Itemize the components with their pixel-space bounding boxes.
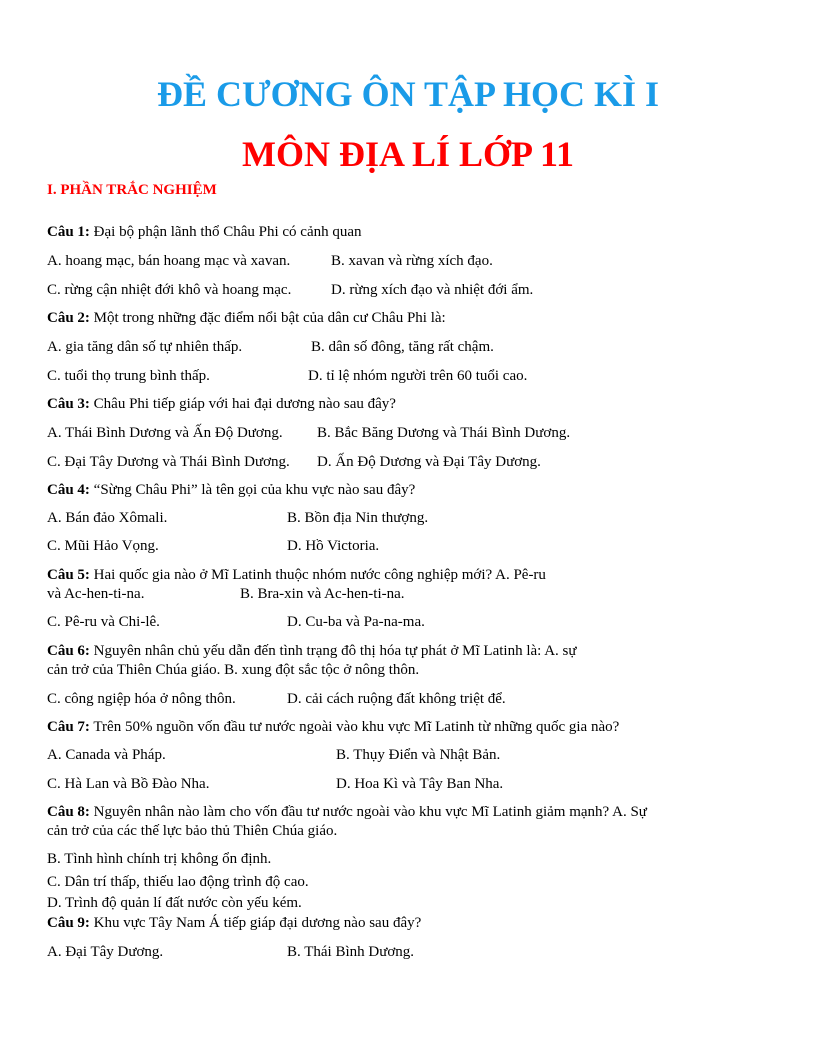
option-c: C. rừng cận nhiệt đới khô và hoang mạc. <box>47 282 292 298</box>
option-d: D. cải cách ruộng đất không triệt để. <box>287 691 506 707</box>
option-a-continued: cản trở của Thiên Chúa giáo. B. xung đột sắc tộc ở nông thôn. <box>47 662 420 678</box>
option-d: D. tỉ lệ nhóm người trên 60 tuổi cao. <box>308 368 528 384</box>
option-c: C. Hà Lan và Bồ Đào Nha. <box>47 776 210 792</box>
option-d: D. Hoa Kì và Tây Ban Nha. <box>336 776 504 792</box>
option-c: C. tuổi thọ trung bình thấp. <box>47 368 210 384</box>
option-c: C. Pê-ru và Chi-lê. <box>47 614 160 630</box>
option-d: D. rừng xích đạo và nhiệt đới ẩm. <box>331 282 534 298</box>
question-text: Nguyên nhân nào làm cho vốn đầu tư nước ngoài vào khu vực Mĩ Latinh giảm mạnh? A. Sự <box>89 804 647 820</box>
question-label: Câu 7: <box>47 719 90 735</box>
option-b: B. xavan và rừng xích đạo. <box>331 253 493 269</box>
question-text: “Sừng Châu Phi” là tên gọi của khu vực nào sau đây? <box>89 482 416 498</box>
question-label: Câu 9: <box>47 915 90 931</box>
option-a: A. Thái Bình Dương và Ấn Độ Dương. <box>47 425 283 441</box>
question-text: Hai quốc gia nào ở Mĩ Latinh thuộc nhóm nước công nghiệp mới? A. Pê-ru <box>89 567 546 583</box>
question-4 <box>47 480 415 500</box>
option-b: B. Bắc Băng Dương và Thái Bình Dương. <box>317 425 571 441</box>
question-text: Một trong những đặc điểm nổi bật của dân cư Châu Phi là: <box>89 310 446 326</box>
option-b: B. Thụy Điển và Nhật Bản. <box>336 747 501 763</box>
question-text: Nguyên nhân chủ yếu dẫn đến tình trạng đô thị hóa tự phát ở Mĩ Latinh là: A. sự <box>89 643 577 659</box>
option-d: D. Cu-ba và Pa-na-ma. <box>287 614 425 630</box>
question-8-option-b: B. Tình hình chính trị không ổn định. <box>47 851 272 867</box>
option-a: A. Đại Tây Dương. <box>47 944 164 960</box>
question-8 <box>47 802 647 822</box>
question-label: Câu 3: <box>47 396 90 412</box>
question-text: Trên 50% nguồn vốn đầu tư nước ngoài vào khu vực Mĩ Latinh từ những quốc gia nào? <box>89 719 620 735</box>
option-a: A. Bán đảo Xômali. <box>47 510 168 526</box>
question-8-option-d: D. Trình độ quản lí đất nước còn yếu kém. <box>47 895 302 911</box>
option-b: B. Bra-xin và Ac-hen-ti-na. <box>240 586 405 602</box>
question-label: Câu 8: <box>47 804 90 820</box>
option-a: A. Canada và Pháp. <box>47 747 166 763</box>
option-b: B. Bồn địa Nin thượng. <box>287 510 429 526</box>
question-2 <box>47 308 446 328</box>
question-text: Đại bộ phận lãnh thổ Châu Phi có cảnh quan <box>89 224 362 240</box>
question-text: Khu vực Tây Nam Á tiếp giáp đại dương nào sau đây? <box>89 915 422 931</box>
section-heading: I. PHẦN TRẮC NGHIỆM <box>47 182 217 198</box>
option-a: A. gia tăng dân số tự nhiên thấp. <box>47 339 243 355</box>
question-text: Châu Phi tiếp giáp với hai đại dương nào sau đây? <box>89 396 396 412</box>
option-a-continued: và Ac-hen-ti-na. <box>47 586 145 602</box>
option-c: C. công ngiệp hóa ở nông thôn. <box>47 691 236 707</box>
question-3 <box>47 394 396 414</box>
question-1 <box>47 222 362 242</box>
document-subtitle: MÔN ĐỊA LÍ LỚP 11 <box>241 134 575 174</box>
question-8-option-a-continued: cản trở của các thế lực bảo thủ Thiên Chúa giáo. <box>47 823 338 839</box>
question-label: Câu 6: <box>47 643 90 659</box>
question-7 <box>47 717 619 737</box>
question-5 <box>47 565 546 585</box>
question-label: Câu 4: <box>47 482 90 498</box>
option-c: C. Đại Tây Dương và Thái Bình Dương. <box>47 454 290 470</box>
question-6 <box>47 641 577 661</box>
option-d: D. Hồ Victoria. <box>287 538 380 554</box>
question-8-option-c: C. Dân trí thấp, thiếu lao động trình độ cao. <box>47 874 309 890</box>
option-b: B. dân số đông, tăng rất chậm. <box>311 339 494 355</box>
question-label: Câu 5: <box>47 567 90 583</box>
option-a: A. hoang mạc, bán hoang mạc và xavan. <box>47 253 291 269</box>
option-c: C. Mũi Hảo Vọng. <box>47 538 159 554</box>
option-d: D. Ấn Độ Dương và Đại Tây Dương. <box>317 454 541 470</box>
document-title: ĐỀ CƯƠNG ÔN TẬP HỌC KÌ I <box>156 74 660 114</box>
question-9 <box>47 913 421 933</box>
option-b: B. Thái Bình Dương. <box>287 944 415 960</box>
question-label: Câu 2: <box>47 310 90 326</box>
question-label: Câu 1: <box>47 224 90 240</box>
